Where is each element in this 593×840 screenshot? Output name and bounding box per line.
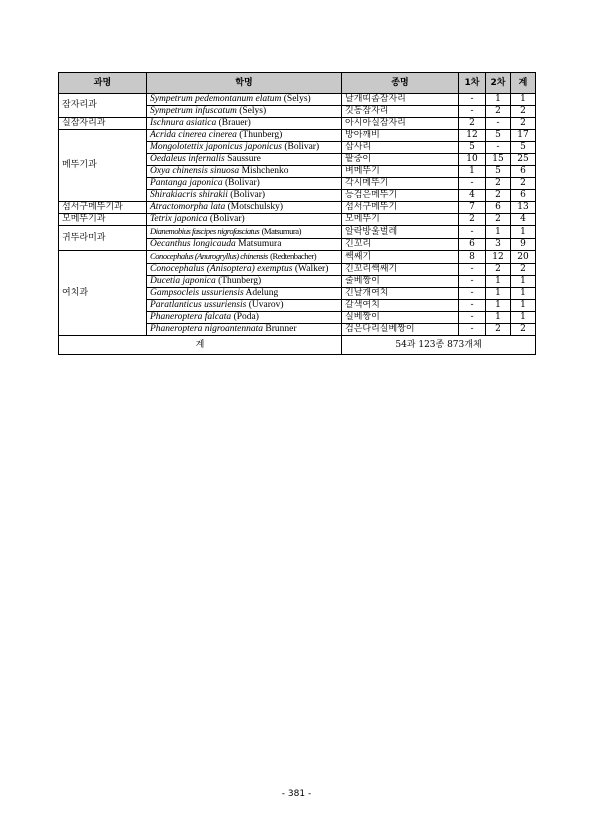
header-row [59,73,536,94]
second-survey-count: 15 [486,154,511,166]
species-binomial: Sympetrum infuscatum [150,106,237,116]
scientific-name [147,202,342,214]
first-survey-count: - [459,312,486,324]
total-count: 1 [511,276,536,288]
header-first-survey: 1차 [459,73,486,94]
first-survey-count: - [459,106,486,118]
total-count: 1 [511,288,536,300]
first-survey-count: - [459,324,486,336]
first-survey-count: 2 [459,214,486,226]
total-count: 20 [511,251,536,264]
total-row [59,336,536,355]
family-name: 여치과 [59,251,147,336]
korean-name: 갈색여치 [342,300,459,312]
second-survey-count: - [486,118,511,130]
species-author: Mishchenko [241,166,289,176]
total-count: 2 [511,118,536,130]
total-count: 2 [511,178,536,190]
species-author: Brunner [265,324,297,334]
species-author: (Matsumura) [261,226,301,236]
species-author: Saussure [227,154,261,164]
table-row [59,214,536,226]
first-survey-count: 8 [459,251,486,264]
total-count: 6 [511,190,536,202]
second-survey-count: 2 [486,324,511,336]
scientific-name [147,178,342,190]
family-name: 귀뚜라미과 [59,226,147,251]
species-binomial: Tetrix japonica [150,214,208,224]
second-survey-count: 2 [486,214,511,226]
total-count: 1 [511,300,536,312]
first-survey-count: 4 [459,190,486,202]
korean-name: 실베짱이 [342,312,459,324]
scientific-name [147,276,342,288]
species-binomial: Gampsocleis ussuriensis [150,288,244,298]
total-count: 1 [511,312,536,324]
species-author: (Thunberg) [239,130,283,140]
species-author: (Thunberg) [218,276,262,286]
total-count: 13 [511,202,536,214]
first-survey-count: - [459,226,486,239]
species-binomial: Phaneroptera falcata [150,312,232,322]
total-count: 6 [511,166,536,178]
scientific-name [147,154,342,166]
scientific-name [147,226,342,239]
species-binomial: Phaneroptera nigroantennata [150,324,264,334]
second-survey-count: 3 [486,239,511,251]
species-author: Adelung [245,288,279,298]
second-survey-count: 2 [486,190,511,202]
species-author: (Walker) [294,264,329,274]
korean-name: 등검은메뚜기 [342,190,459,202]
header-korean-name: 종명 [342,73,459,94]
family-name: 섬서구메뚜기과 [59,202,147,214]
korean-name: 방아깨비 [342,130,459,142]
species-binomial: Conocephalus (Anisoptera) exemptus [150,264,293,274]
first-survey-count: 6 [459,239,486,251]
total-count: 2 [511,324,536,336]
species-author: (Uvarov) [248,300,284,310]
species-binomial: Dianemobius fascipes nigrofasciatus [150,226,260,236]
table-row [59,226,536,239]
page-number: - 381 - [281,789,312,799]
species-binomial: Mongolotettix japonicus japonicus [150,142,282,152]
korean-name: 긴꼬리 [342,239,459,251]
scientific-name [147,312,342,324]
first-survey-count: 5 [459,142,486,154]
species-author: (Poda) [233,312,259,322]
second-survey-count: 1 [486,94,511,106]
total-count: 9 [511,239,536,251]
korean-name: 긴날개여치 [342,288,459,300]
korean-name: 아시아실잠자리 [342,118,459,130]
scientific-name [147,190,342,202]
species-author: (Redtenbacher) [270,251,317,261]
species-binomial: Pantanga japonica [150,178,223,188]
korean-name: 긴꼬리쌕쌔기 [342,264,459,276]
second-survey-count: 12 [486,251,511,264]
korean-name: 깃동잠자리 [342,106,459,118]
second-survey-count: 6 [486,202,511,214]
korean-name: 쌕쌔기 [342,251,459,264]
scientific-name [147,106,342,118]
family-name: 모메뚜기과 [59,214,147,226]
first-survey-count: - [459,264,486,276]
total-count: 1 [511,226,536,239]
korean-name: 삽사리 [342,142,459,154]
header-scientific-name: 학명 [147,73,342,94]
korean-name: 모메뚜기 [342,214,459,226]
scientific-name [147,94,342,106]
korean-name: 벼메뚜기 [342,166,459,178]
table-row [59,94,536,106]
scientific-name [147,288,342,300]
family-name: 잠자리과 [59,94,147,118]
second-survey-count: 1 [486,276,511,288]
total-count: 4 [511,214,536,226]
scientific-name [147,214,342,226]
header-second-survey: 2차 [486,73,511,94]
second-survey-count: 5 [486,166,511,178]
korean-name: 알락방울벌레 [342,226,459,239]
species-author: (Bolivar) [284,142,320,152]
second-survey-count: 1 [486,300,511,312]
species-author: (Selys) [239,106,267,116]
species-author: (Brauer) [218,118,251,128]
species-binomial: Oecanthus longicauda [150,239,236,249]
species-author: (Motschulsky) [227,202,284,212]
second-survey-count: 5 [486,130,511,142]
table-body [59,94,536,336]
second-survey-count: 2 [486,264,511,276]
scientific-name [147,142,342,154]
first-survey-count: 2 [459,118,486,130]
first-survey-count: - [459,276,486,288]
second-survey-count: 2 [486,178,511,190]
scientific-name [147,300,342,312]
species-binomial: Atractomorpha lata [150,202,226,212]
korean-name: 날개띠좀잠자리 [342,94,459,106]
korean-name: 팥중이 [342,154,459,166]
species-table [58,72,536,355]
scientific-name [147,239,342,251]
scientific-name [147,324,342,336]
species-binomial: Conocephalus (Anurogryllus) chinensis [150,251,268,261]
first-survey-count: 10 [459,154,486,166]
scientific-name [147,251,342,264]
species-binomial: Acrida cinerea cinerea [150,130,237,140]
first-survey-count: - [459,300,486,312]
scientific-name [147,118,342,130]
total-count: 2 [511,264,536,276]
scientific-name [147,130,342,142]
korean-name: 검은다리실베짱이 [342,324,459,336]
total-count: 17 [511,130,536,142]
first-survey-count: 1 [459,166,486,178]
first-survey-count: 7 [459,202,486,214]
total-count: 1 [511,94,536,106]
species-author: (Bolivar) [230,190,266,200]
scientific-name [147,264,342,276]
species-binomial: Ducetia japonica [150,276,216,286]
second-survey-count: 1 [486,226,511,239]
table-row [59,202,536,214]
first-survey-count: - [459,178,486,190]
species-binomial: Ischnura asiatica [150,118,217,128]
second-survey-count: 1 [486,312,511,324]
family-name: 메뚜기과 [59,130,147,202]
total-value: 54과 123종 873개체 [342,336,536,355]
species-binomial: Paratlanticus ussuriensis [150,300,247,310]
total-count: 2 [511,106,536,118]
species-author: (Selys) [283,94,311,104]
scientific-name [147,166,342,178]
species-binomial: Sympetrum pedemontanum elatum [150,94,282,104]
first-survey-count: - [459,94,486,106]
second-survey-count: 1 [486,288,511,300]
species-binomial: Oedaleus infernalis [150,154,225,164]
first-survey-count: 12 [459,130,486,142]
table-row [59,118,536,130]
table-row [59,251,536,264]
species-author: (Bolivar) [224,178,260,188]
family-name: 실잠자리과 [59,118,147,130]
korean-name: 줄베짱이 [342,276,459,288]
species-author: (Bolivar) [209,214,245,224]
header-family: 과명 [59,73,147,94]
header-total: 계 [511,73,536,94]
second-survey-count: - [486,142,511,154]
species-binomial: Oxya chinensis sinuosa [150,166,240,176]
table-row [59,130,536,142]
total-count: 25 [511,154,536,166]
species-author: Matsumura [238,239,282,249]
total-count: 5 [511,142,536,154]
korean-name: 섬서구메뚜기 [342,202,459,214]
first-survey-count: - [459,288,486,300]
species-binomial: Shirakiacris shirakii [150,190,228,200]
total-label: 계 [59,336,342,355]
second-survey-count: 2 [486,106,511,118]
korean-name: 각시메뚜기 [342,178,459,190]
